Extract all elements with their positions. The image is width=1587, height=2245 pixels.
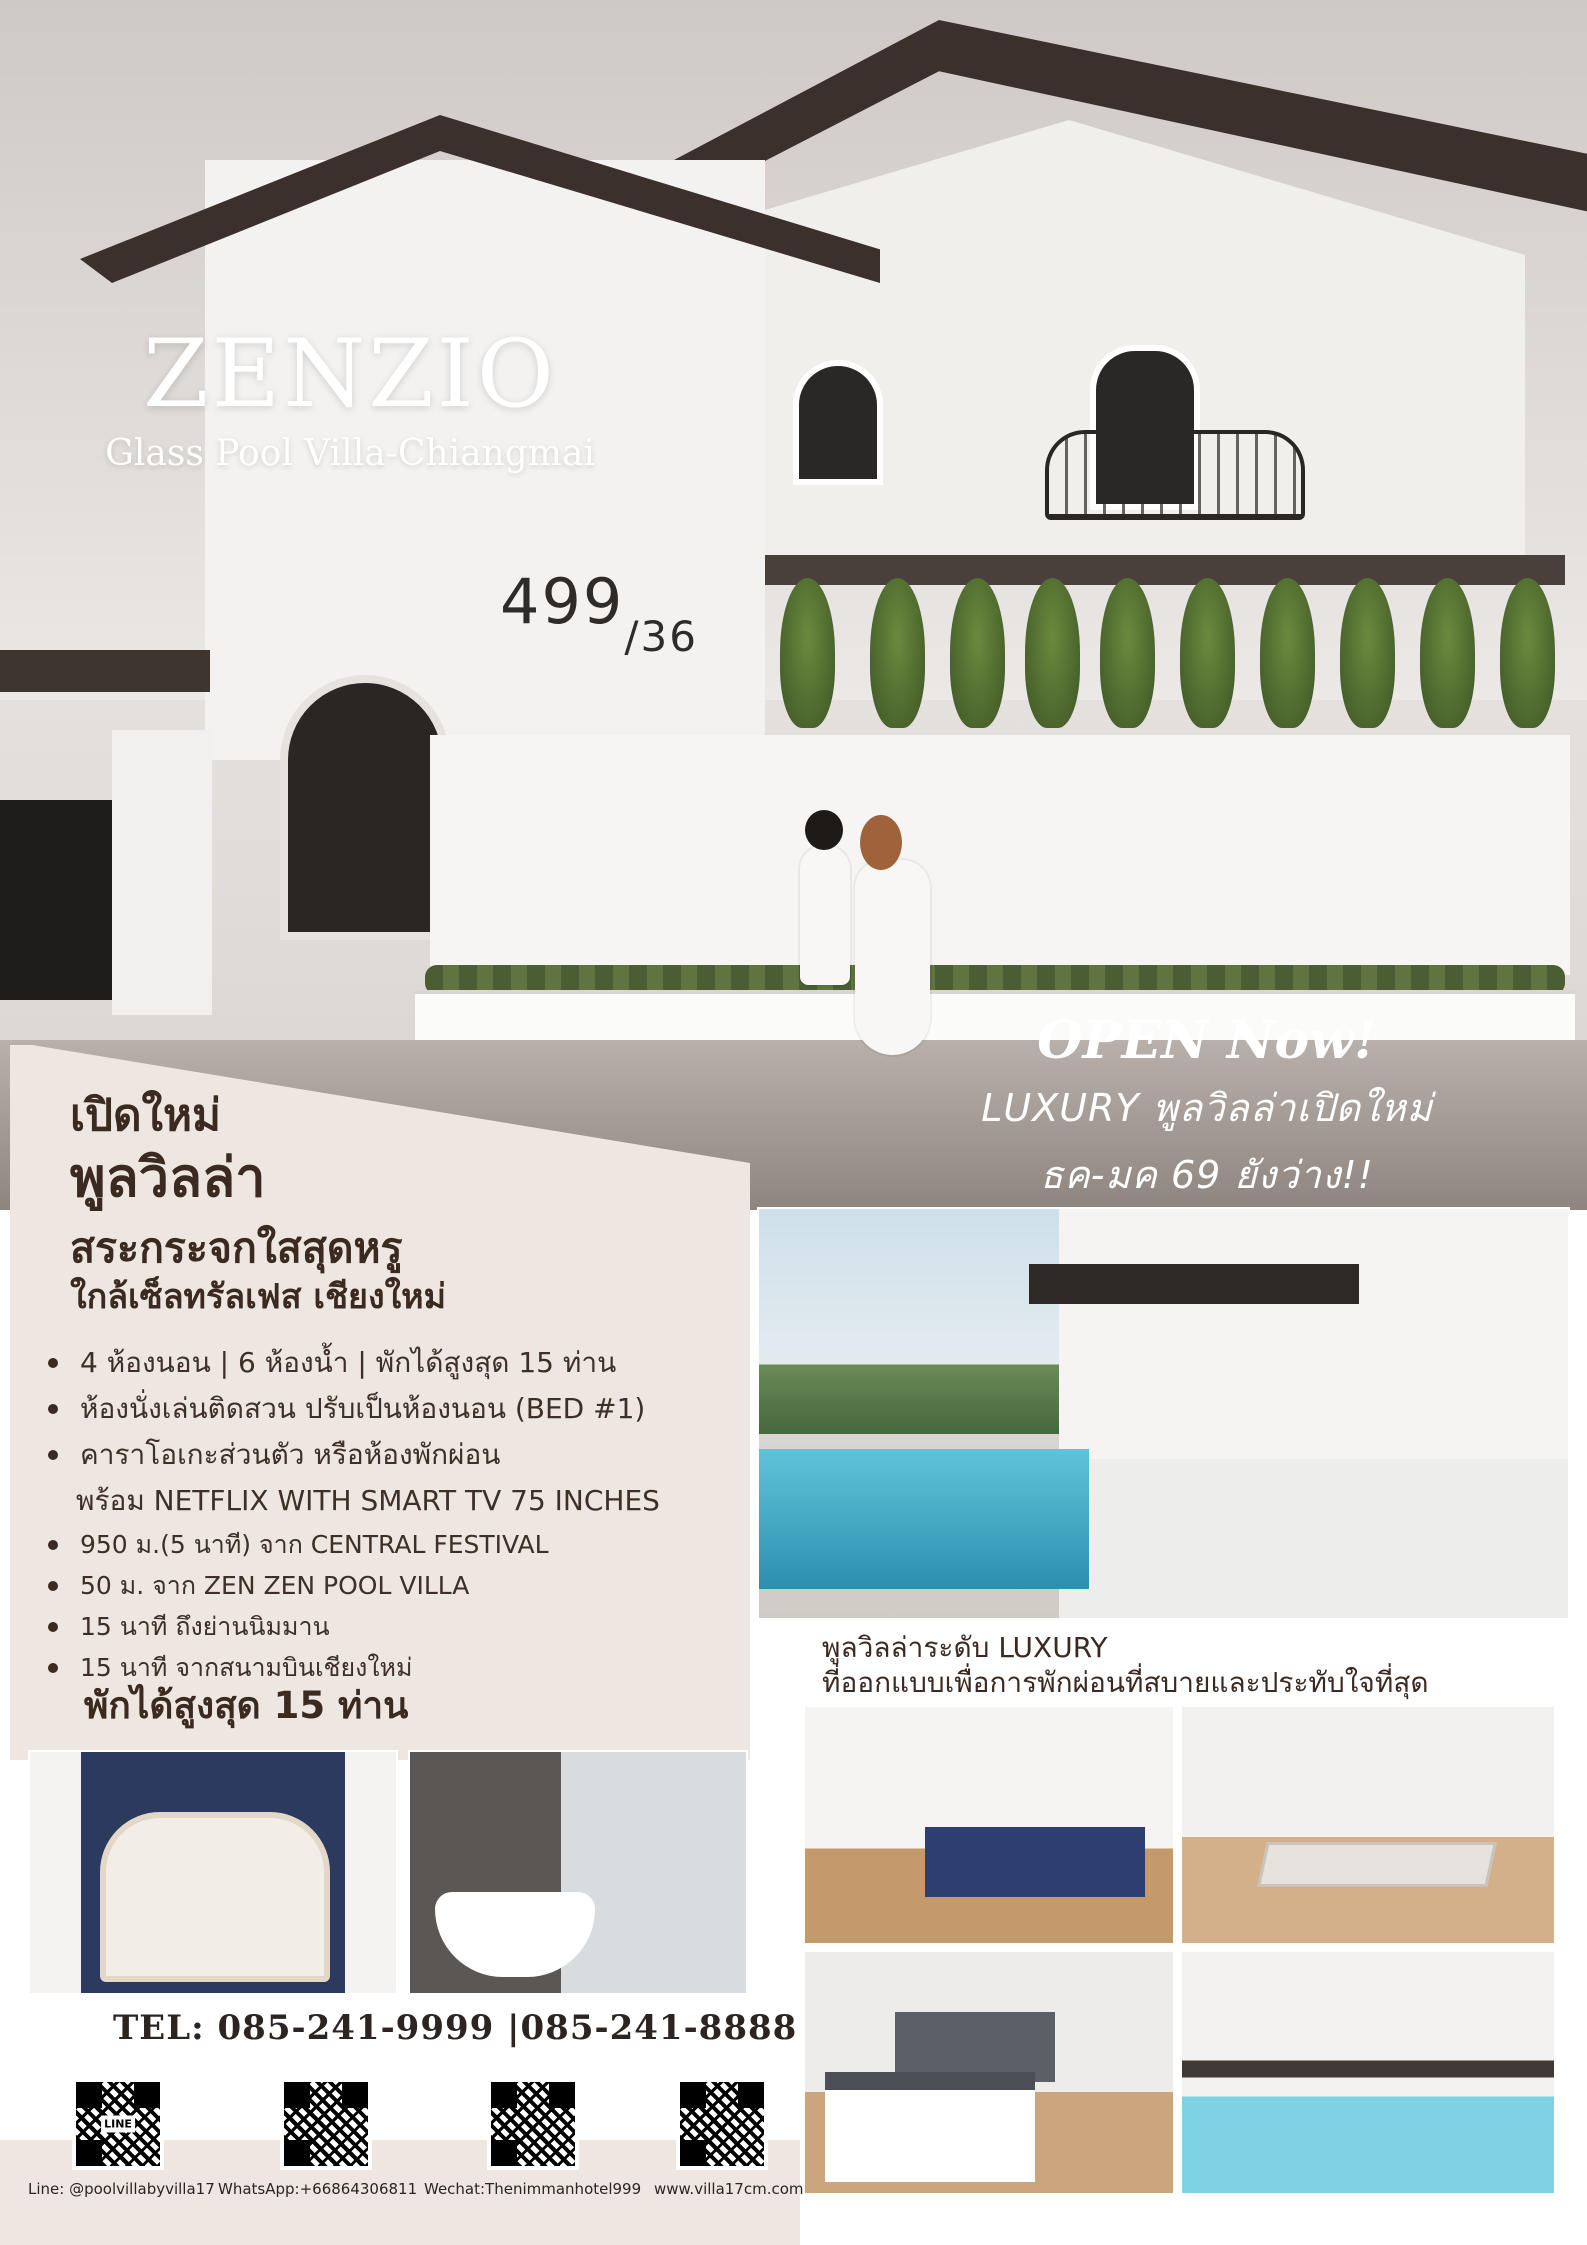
dining-photo bbox=[1180, 1705, 1556, 1945]
wechat-id[interactable]: Wechat:Thenimmanhotel999 bbox=[424, 2180, 642, 2198]
pool-caption-line-1: พูลวิลล่าระดับ LUXURY bbox=[822, 1631, 1108, 1664]
tree bbox=[1100, 578, 1155, 728]
feature-item bbox=[48, 1606, 738, 1647]
open-now-promo bbox=[927, 1010, 1487, 1205]
whatsapp-number[interactable]: WhatsApp:+66864306811 bbox=[218, 2180, 418, 2198]
pool-house-roof bbox=[1029, 1264, 1359, 1304]
open-now-title: OPEN Now! bbox=[1037, 1010, 1377, 1071]
pool-house bbox=[1059, 1209, 1570, 1469]
feature-text: คาราโอเกะส่วนตัว หรือห้องพักผ่อน bbox=[80, 1438, 501, 1471]
kitchen-island bbox=[925, 1827, 1145, 1897]
headline-2: พูลวิลล่า bbox=[70, 1146, 266, 1209]
whatsapp-qr-code[interactable] bbox=[280, 2078, 372, 2170]
headline-1: เปิดใหม่ bbox=[70, 1090, 222, 1141]
tree bbox=[1500, 578, 1555, 728]
qr-center-label: LINE bbox=[101, 2116, 135, 2133]
qr-pattern bbox=[680, 2082, 764, 2166]
bathroom-photo bbox=[408, 1750, 748, 1995]
kitchen-photo bbox=[803, 1705, 1175, 1945]
tree bbox=[1260, 578, 1315, 728]
bullet-dot bbox=[48, 1581, 58, 1591]
headline-4: ใกล้เซ็ลทรัลเฟส เชียงใหม่ bbox=[70, 1277, 446, 1317]
feature-text: 15 นาที ถึงย่านนิมมาน bbox=[80, 1612, 330, 1641]
arch-window bbox=[793, 360, 883, 485]
feature-text: 950 ม.(5 นาที) จาก CENTRAL FESTIVAL bbox=[80, 1530, 549, 1559]
feature-text: 4 ห้องนอน | 6 ห้องน้ำ | พักได้สูงสุด 15 ท่าน bbox=[80, 1346, 617, 1379]
bunk-bedroom-photo bbox=[28, 1750, 398, 1995]
bed bbox=[825, 2072, 1035, 2182]
balcony-railing bbox=[1045, 430, 1305, 520]
person-woman-head bbox=[860, 815, 902, 870]
gate bbox=[0, 800, 112, 1000]
line-qr-code[interactable] bbox=[72, 2078, 164, 2170]
feature-item bbox=[48, 1340, 738, 1386]
pool-photo bbox=[757, 1207, 1570, 1620]
tree bbox=[1180, 578, 1235, 728]
feature-text: พร้อม NETFLIX WITH SMART TV 75 INCHES bbox=[76, 1484, 660, 1517]
brand bbox=[60, 320, 640, 474]
feature-item bbox=[48, 1478, 738, 1524]
bullet-dot bbox=[48, 1450, 58, 1460]
promo-line-1: LUXURY พูลวิลล่าเปิดใหม่ bbox=[981, 1086, 1433, 1130]
tree bbox=[780, 578, 835, 728]
feature-text: 50 ม. จาก ZEN ZEN POOL VILLA bbox=[80, 1571, 470, 1600]
tree bbox=[870, 578, 925, 728]
bullet-dot bbox=[48, 1404, 58, 1414]
feature-item bbox=[48, 1386, 738, 1432]
wechat-qr-code[interactable] bbox=[487, 2078, 579, 2170]
pool-deck bbox=[1059, 1459, 1570, 1620]
arched-entrance bbox=[280, 675, 450, 940]
bunk-bed bbox=[100, 1812, 330, 1982]
tree bbox=[1420, 578, 1475, 728]
bullet-dot bbox=[48, 1540, 58, 1550]
jacuzzi-photo bbox=[1180, 1950, 1556, 2195]
bullet-dot bbox=[48, 1663, 58, 1673]
pool-caption-line-2: ที่ออกแบบเพื่อการพักผ่อนที่สบายและประทับใจที่สุด bbox=[822, 1666, 1429, 1699]
qr-pattern bbox=[284, 2082, 368, 2166]
bullet-dot bbox=[48, 1358, 58, 1368]
dining-table bbox=[1257, 1842, 1497, 1887]
qr-pattern bbox=[491, 2082, 575, 2166]
brand-title: ZENZIO bbox=[143, 320, 557, 429]
max-guests: พักได้สูงสุด 15 ท่าน bbox=[84, 1684, 409, 1727]
glass-pool bbox=[759, 1449, 1089, 1589]
gate-pillar bbox=[112, 730, 212, 1015]
feature-item bbox=[48, 1524, 738, 1565]
tree bbox=[1340, 578, 1395, 728]
feature-item bbox=[48, 1432, 738, 1478]
person-man bbox=[800, 845, 850, 985]
pool-caption bbox=[822, 1630, 1542, 1700]
person-woman bbox=[855, 860, 930, 1055]
brand-subtitle: Glass Pool Villa-Chiangmai bbox=[105, 433, 595, 474]
bullet-dot bbox=[48, 1622, 58, 1632]
line-id[interactable]: Line: @poolvillabyvilla17 bbox=[28, 2180, 215, 2198]
feature-list bbox=[48, 1340, 738, 1688]
website-qr-code[interactable] bbox=[676, 2078, 768, 2170]
front-wall bbox=[430, 735, 1570, 975]
feature-item bbox=[48, 1565, 738, 1606]
feature-text: 15 นาที จากสนามบินเชียงใหม่ bbox=[80, 1653, 413, 1682]
headline-3: สระกระจกใสสุดหรู bbox=[70, 1224, 403, 1272]
feature-text: ห้องนั่งเล่นติดสวน ปรับเป็นห้องนอน (BED #1) bbox=[80, 1392, 646, 1425]
website-link[interactable]: www.villa17cm.com bbox=[654, 2180, 804, 2198]
tree bbox=[950, 578, 1005, 728]
bedroom-photo bbox=[803, 1950, 1175, 2195]
bathtub bbox=[435, 1892, 595, 1977]
telephone: TEL: 085-241-9999 |085-241-8888 bbox=[113, 2008, 798, 2048]
tree bbox=[1025, 578, 1080, 728]
house-number: $499_{/36}$ bbox=[500, 565, 698, 661]
person-man-head bbox=[805, 810, 843, 850]
promo-line-2: ธค-มค 69 ยังว่าง!! bbox=[1040, 1153, 1374, 1197]
carport-roof bbox=[0, 650, 210, 692]
